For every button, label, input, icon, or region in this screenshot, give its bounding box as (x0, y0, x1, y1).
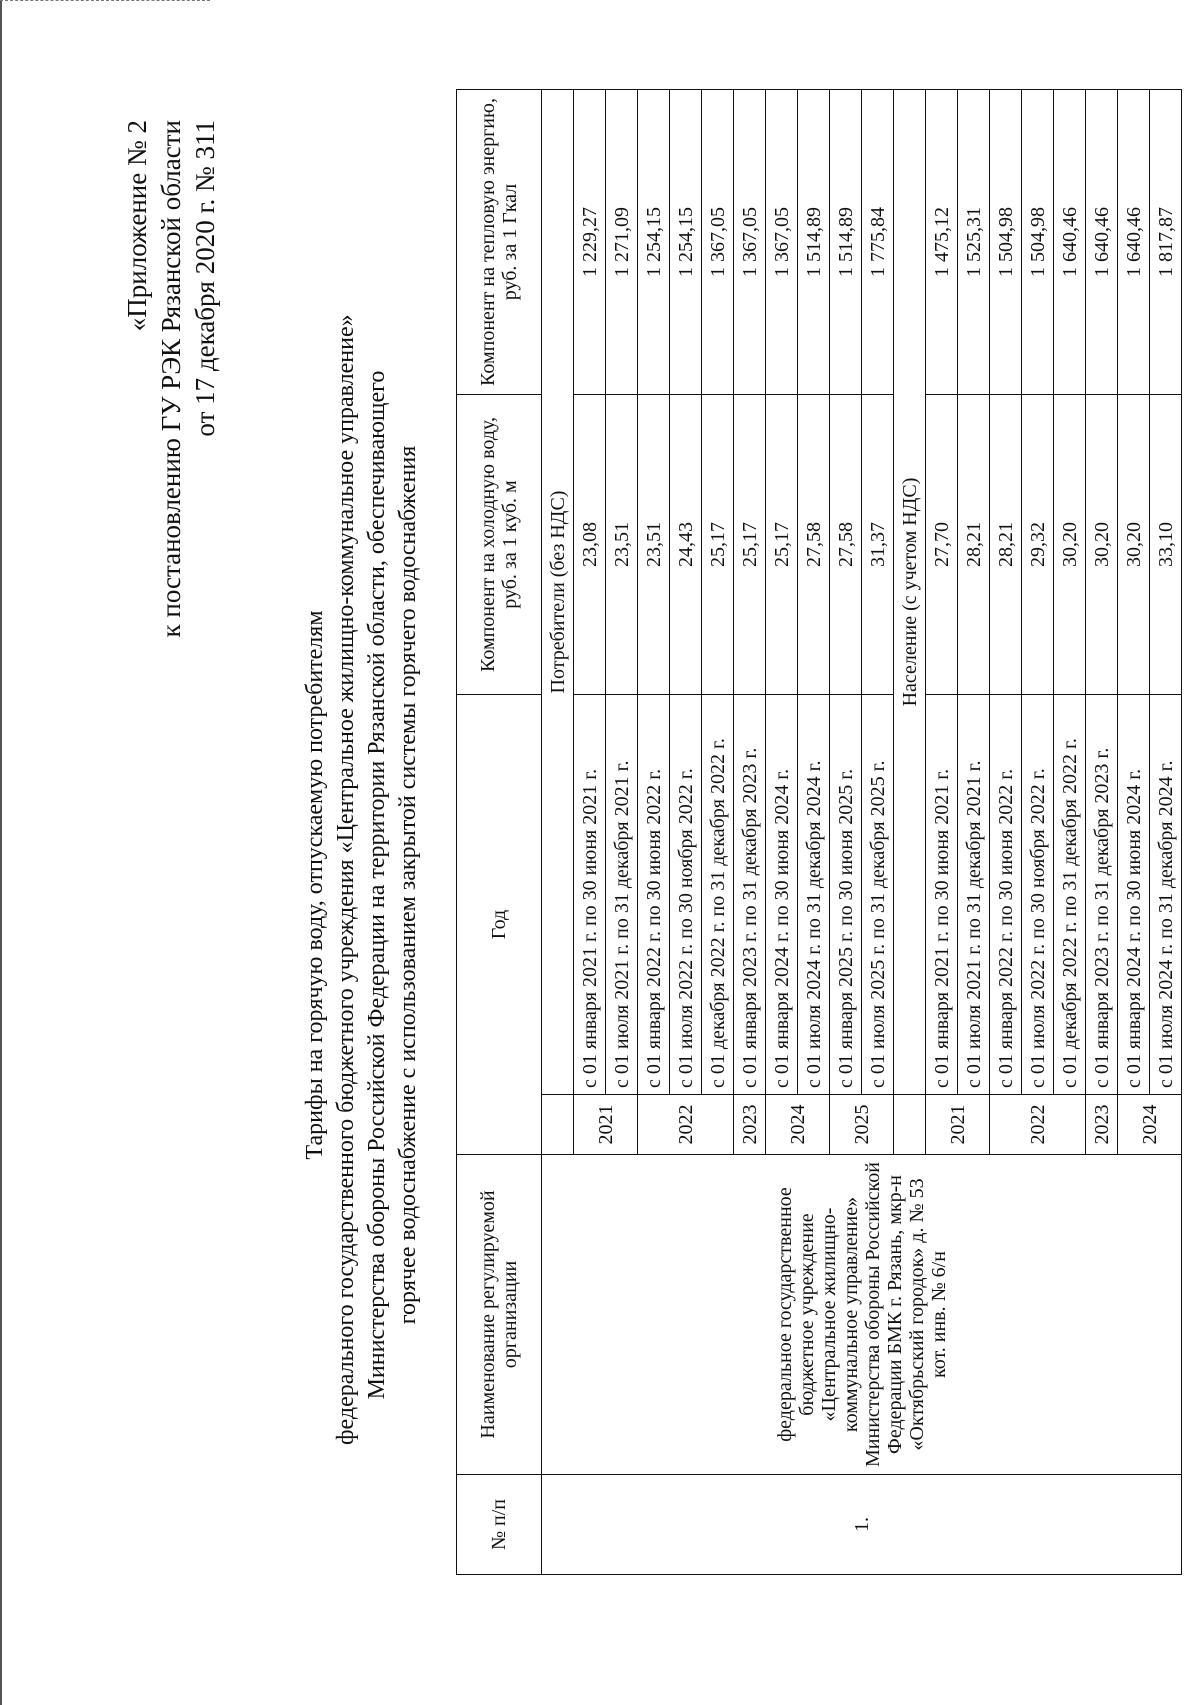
year-cell: 2024 (1118, 1095, 1182, 1155)
cold-water-cell: 27,70 (926, 395, 958, 695)
heat-energy-cell: 1 367,05 (702, 90, 734, 395)
title-line-1: Тарифы на горячую воду, отпускаемую потребителям (302, 610, 328, 1160)
heat-energy-cell: 1 271,09 (606, 90, 638, 395)
period-cell: с 01 июля 2024 г. по 31 декабря 2024 г. (1150, 695, 1182, 1095)
document-title (300, 314, 424, 1445)
heat-energy-cell: 1 640,46 (1054, 90, 1086, 395)
organization-name: федеральное государственное бюджетное учреждение «Центральное жилищно-коммунальное управление» Министерства обороны Российской Федерации БМК г. Рязань, мкр-н «Октябрьский городок» д. № 53 кот. инв. № 6/н (542, 1155, 1182, 1475)
heat-energy-cell: 1 504,98 (990, 90, 1022, 395)
period-cell: с 01 января 2024 г. по 30 июня 2024 г. (766, 695, 798, 1095)
appendix-line-2: к постановлению ГУ РЭК Рязанской области (156, 120, 186, 638)
heat-energy-cell: 1 514,89 (830, 90, 862, 395)
year-cell: 2021 (926, 1095, 990, 1155)
period-cell: с 01 июля 2022 г. по 30 ноября 2022 г. (1022, 695, 1054, 1095)
period-cell: с 01 января 2021 г. по 30 июня 2021 г. (574, 695, 606, 1095)
table-header-row (457, 90, 542, 1575)
period-cell: с 01 июля 2025 г. по 31 декабря 2025 г. (862, 695, 894, 1095)
year-cell: 2023 (734, 1095, 766, 1155)
cold-water-cell: 29,32 (1022, 395, 1054, 695)
cold-water-cell: 23,08 (574, 395, 606, 695)
appendix-line-3: от 17 декабря 2020 г. № 311 (190, 120, 220, 437)
heat-energy-cell: 1 514,89 (798, 90, 830, 395)
tariff-table (456, 89, 1182, 1575)
header-org: Наименование регулируемой организации (457, 1155, 542, 1475)
appendix-line-1: «Приложение № 2 (122, 120, 152, 332)
cold-water-cell: 23,51 (606, 395, 638, 695)
year-cell: 2021 (574, 1095, 638, 1155)
heat-energy-cell: 1 254,15 (670, 90, 702, 395)
period-cell: с 01 декабря 2022 г. по 31 декабря 2022 г. (702, 695, 734, 1095)
cold-water-cell: 24,43 (670, 395, 702, 695)
period-cell: с 01 января 2025 г. по 30 июня 2025 г. (830, 695, 862, 1095)
period-cell: с 01 июля 2024 г. по 31 декабря 2024 г. (798, 695, 830, 1095)
period-cell: с 01 июля 2021 г. по 31 декабря 2021 г. (958, 695, 990, 1095)
appendix-header (120, 120, 222, 880)
period-cell: с 01 июля 2021 г. по 31 декабря 2021 г. (606, 695, 638, 1095)
cold-water-cell: 25,17 (734, 395, 766, 695)
cold-water-cell: 30,20 (1054, 395, 1086, 695)
period-cell: с 01 января 2022 г. по 30 июня 2022 г. (990, 695, 1022, 1095)
year-cell: 2025 (830, 1095, 894, 1155)
year-cell: 2023 (1086, 1095, 1118, 1155)
cold-water-cell: 23,51 (638, 395, 670, 695)
cold-water-cell: 31,37 (862, 395, 894, 695)
header-num: № п/п (457, 1475, 542, 1575)
heat-energy-cell: 1 640,46 (1086, 90, 1118, 395)
header-year: Год (457, 695, 542, 1155)
period-cell: с 01 января 2024 г. по 30 июня 2024 г. (1118, 695, 1150, 1095)
year-cell: 2022 (638, 1095, 734, 1155)
period-cell: с 01 января 2021 г. по 30 июня 2021 г. (926, 695, 958, 1095)
heat-energy-cell: 1 817,87 (1150, 90, 1182, 395)
heat-energy-cell: 1 475,12 (926, 90, 958, 395)
period-cell: с 01 декабря 2022 г. по 31 декабря 2022 г. (1054, 695, 1086, 1095)
year-cell: 2022 (990, 1095, 1086, 1155)
heat-energy-cell: 1 640,46 (1118, 90, 1150, 395)
section-consumers-label: Потребители (без НДС) (542, 90, 574, 1095)
cold-water-cell: 33,10 (1150, 395, 1182, 695)
cold-water-cell: 25,17 (702, 395, 734, 695)
heat-energy-cell: 1 525,31 (958, 90, 990, 395)
title-line-4: горячее водоснабжение с использованием закрытой системы горячего водоснабжения (395, 445, 421, 1325)
cold-water-cell: 28,21 (990, 395, 1022, 695)
heat-energy-cell: 1 229,27 (574, 90, 606, 395)
section-population-label: Население (с учетом НДС) (894, 90, 926, 1095)
heat-energy-cell: 1 254,15 (638, 90, 670, 395)
period-cell: с 01 января 2023 г. по 31 декабря 2023 г. (1086, 695, 1118, 1095)
cold-water-cell: 27,58 (798, 395, 830, 695)
cold-water-cell: 25,17 (766, 395, 798, 695)
cold-water-cell: 30,20 (1118, 395, 1150, 695)
heat-energy-cell: 1 504,98 (1022, 90, 1054, 395)
period-cell: с 01 июля 2022 г. по 30 ноября 2022 г. (670, 695, 702, 1095)
cold-water-cell: 30,20 (1086, 395, 1118, 695)
header-cold: Компонент на холодную воду, руб. за 1 куб. м (457, 395, 542, 695)
period-cell: с 01 января 2022 г. по 30 июня 2022 г. (638, 695, 670, 1095)
period-cell: с 01 января 2023 г. по 31 декабря 2023 г. (734, 695, 766, 1095)
cold-water-cell: 27,58 (830, 395, 862, 695)
heat-energy-cell: 1 367,05 (766, 90, 798, 395)
section-consumers-row (542, 90, 574, 1575)
heat-energy-cell: 1 775,84 (862, 90, 894, 395)
cold-water-cell: 28,21 (958, 395, 990, 695)
heat-energy-cell: 1 367,05 (734, 90, 766, 395)
row-number: 1. (542, 1475, 1182, 1575)
year-cell: 2024 (766, 1095, 830, 1155)
header-heat: Компонент на тепловую энергию, руб. за 1 Гкал (457, 90, 542, 395)
title-line-3: Министерства обороны Российской Федерации на территории Рязанской области, обеспечивающего (364, 370, 390, 1400)
title-line-2: федерального государственного бюджетного учреждения «Центральное жилищно-коммунальное управление» (333, 314, 359, 1445)
